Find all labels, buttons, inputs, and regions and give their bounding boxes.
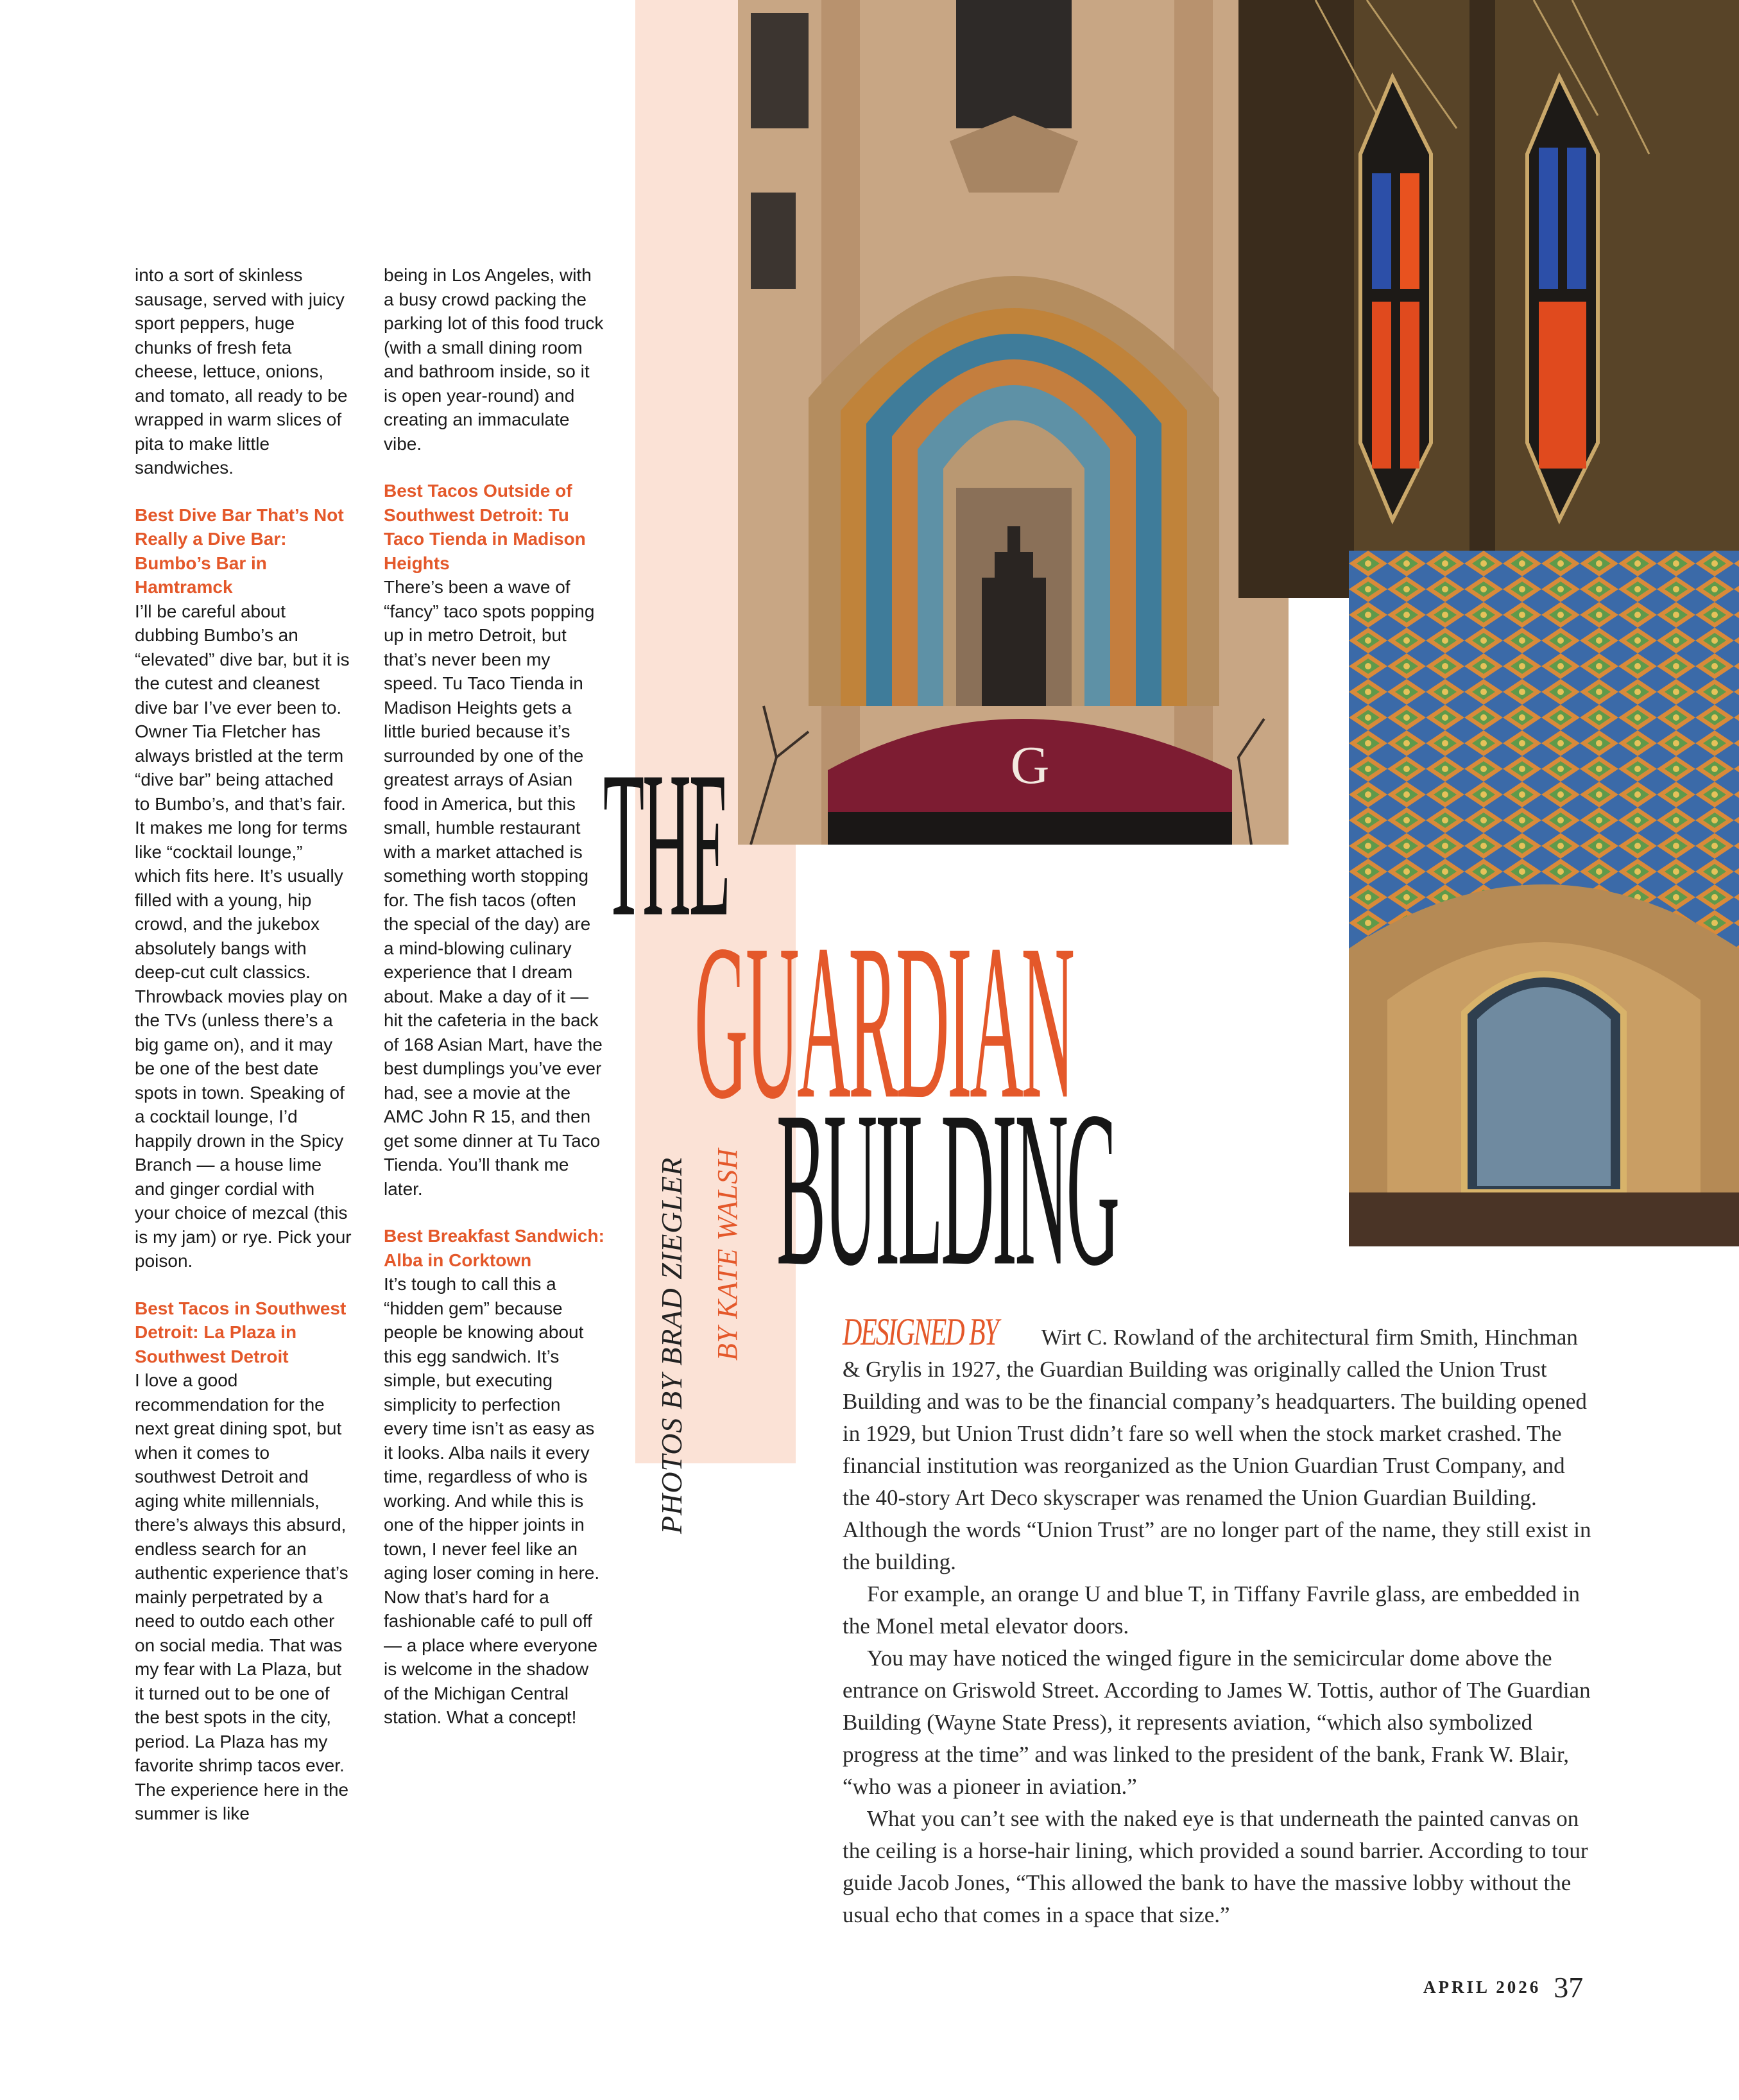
column-paragraph: It’s tough to call this a “hidden gem” because people be knowing about this egg sandwich. It’s simple, but executing simplicity to perfection every time isn’t as easy as it looks. Alba nails it every time, regardless of who is working. And while this is one of the hipper joints in town, I never feel like an aging loser coming in here. Now that’s hard for a fashionable café to pull off — a place where everyone is welcome in the shadow of the Michigan Central station. What a concept! bbox=[384, 1274, 600, 1727]
section-heading: Best Tacos in Southwest Detroit: La Plaza in Southwest Detroit bbox=[135, 1298, 347, 1366]
awning-letter: G bbox=[1010, 736, 1050, 795]
folio bbox=[1423, 1970, 1583, 2004]
section-heading: Best Dive Bar That’s Not Really a Dive Bar: Bumbo’s Bar in Hamtramck bbox=[135, 504, 344, 597]
lobby-ceiling-illustration bbox=[1349, 551, 1739, 1246]
column-paragraph: There’s been a wave of “fancy” taco spots popping up in metro Detroit, but that’s never been my speed. Tu Taco Tienda in Madison Heights gets a little buried because it’s surrounded by one of the greatest arrays of Asian food in America, but this small, humble restaurant with a market attached is something worth stopping for. The fish tacos (often the special of the day) are a mind-blowing culinary experience that I dream about. Make a day of it — hit the cafeteria in the back of 168 Asian Mart, have the best dumplings you’ve ever had, see a movie at the AMC John R 15, and then get some dinner at Tu Taco Tienda. You’ll thank me later. bbox=[384, 577, 603, 1199]
section-heading: Best Tacos Outside of Southwest Detroit: Tu Taco Tienda in Madison Heights bbox=[384, 481, 586, 573]
page-number: 37 bbox=[1554, 1971, 1584, 2004]
title-line-2: GUARDIAN bbox=[694, 899, 1073, 1146]
body-paragraph-2: For example, an orange U and blue T, in Tiffany Favrile glass, are embedded in the Monel metal elevator doors. bbox=[843, 1581, 1580, 1639]
facade-photo bbox=[738, 0, 1289, 845]
left-column-2 bbox=[384, 263, 605, 1730]
title-line-1: THE bbox=[603, 729, 729, 960]
author-byline: BY KATE WALSH bbox=[712, 1148, 743, 1361]
column-paragraph: being in Los Angeles, with a busy crowd packing the parking lot of this food truck (with a small dining room and bathroom inside, so it is open year-round) and creating an immaculate vibe. bbox=[384, 265, 604, 454]
elevator-doors-illustration bbox=[1238, 0, 1739, 598]
left-column-1 bbox=[135, 263, 353, 1826]
elevator-doors-photo bbox=[1238, 0, 1739, 598]
issue-date: APRIL 2026 bbox=[1423, 1977, 1541, 1997]
column-paragraph: into a sort of skinless sausage, served with juicy sport peppers, huge chunks of fresh feta cheese, lettuce, onions, and tomato, all ready to be wrapped in warm slices of pita to make little sandwiches. bbox=[135, 265, 348, 478]
article-body bbox=[843, 1311, 1597, 1931]
section-heading: Best Breakfast Sandwich: Alba in Corktown bbox=[384, 1226, 604, 1270]
body-paragraph-1 bbox=[843, 1311, 1597, 1578]
facade-illustration bbox=[738, 0, 1289, 845]
lead-in: DESIGNED BY bbox=[843, 1311, 998, 1353]
body-paragraph-1-text: Wirt C. Rowland of the architectural firm Smith, Hinchman & Grylis in 1927, the Guardian Building was originally called the Union Trust Building and was to be the financial company’s headquarters. The building opened in 1929, but Union Trust didn’t fare so well when the stock market crashed. The financial institution was reorganized as the Union Guardian Trust Company, and the 40-story Art Deco skyscraper was renamed the Union Guardian Building. Although the words “Union Trust” are no longer part of the name, they still exist in the building. bbox=[843, 1325, 1591, 1574]
title-line-3: BUILDING bbox=[776, 1066, 1118, 1312]
photo-credit: PHOTOS BY BRAD ZIEGLER bbox=[655, 1157, 688, 1534]
column-paragraph: I love a good recommendation for the next great dining spot, but when it comes to southwest Detroit and aging white millennials, there’s always this absurd, endless search for an authentic experience that’s mainly perpetrated by a need to outdo each other on social media. That was my fear with La Plaza, but it turned out to be one of the best spots in the city, period. La Plaza has my favorite shrimp tacos ever. The experience here in the summer is like bbox=[135, 1370, 349, 1823]
body-paragraph-3: You may have noticed the winged figure in the semicircular dome above the entrance on Griswold Street. According to James W. Tottis, author of The Guardian Building (Wayne State Press), it represents aviation, “which also symbolized progress at the time” and was linked to the president of the bank, Frank W. Blair, “who was a pioneer in aviation.” bbox=[843, 1646, 1591, 1799]
lobby-ceiling-photo bbox=[1349, 551, 1739, 1246]
body-paragraph-4: What you can’t see with the naked eye is that underneath the painted canvas on the ceiling is a horse-hair lining, which provided a sound barrier. According to tour guide Jacob Jones, “This allowed the bank to have the massive lobby without the usual echo that comes in a space that size.” bbox=[843, 1806, 1588, 1927]
column-paragraph: I’ll be careful about dubbing Bumbo’s an “elevated” dive bar, but it is the cutest and cleanest dive bar I’ve ever been to. Owner Tia Fletcher has always bristled at the term “dive bar” being attached to Bumbo’s, and that’s fair. It makes me long for terms like “cocktail lounge,” which fits here. It’s usually filled with a young, hip crowd, and the jukebox absolutely bangs with deep-cut cult classics. Throwback movies play on the TVs (unless there’s a big game on), and it may be one of the best date spots in town. Speaking of a cocktail lounge, I’d happily drown in the Spicy Branch — a house lime and ginger cordial with your choice of mezcal (this is my jam) or rye. Pick your poison. bbox=[135, 601, 352, 1271]
